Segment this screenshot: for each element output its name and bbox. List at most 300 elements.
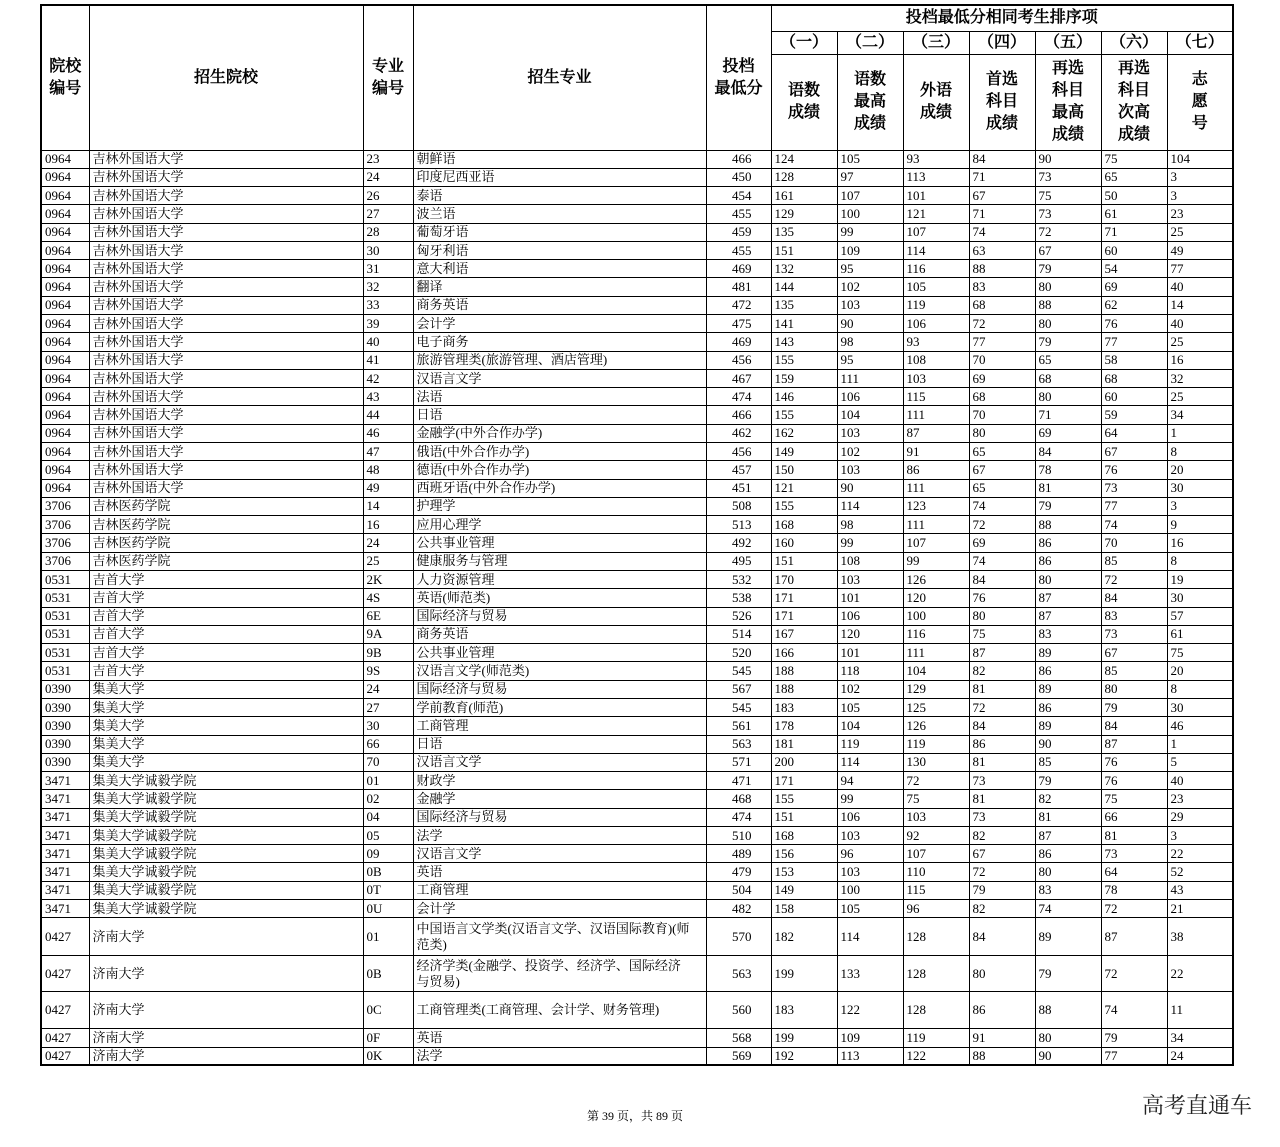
second-subject-max-cell: 73 [1035,205,1101,223]
foreign-language-score-cell: 103 [903,369,969,387]
second-subject-next-cell: 64 [1101,863,1167,881]
second-subject-max-cell: 81 [1035,479,1101,497]
major-name-cell: 法语 [413,388,706,406]
first-subject-score-cell: 80 [969,956,1035,992]
yushu-max-score-cell: 94 [837,772,903,790]
major-name-cell: 英语(师范类) [413,589,706,607]
yushu-max-score-cell: 102 [837,278,903,296]
table-row [41,607,1233,625]
table-row [41,790,1233,808]
preference-number-cell: 3 [1167,826,1233,844]
table-row [41,168,1233,186]
table-row [41,406,1233,424]
school-code-cell: 0427 [41,1047,89,1065]
yushu-score-cell: 162 [771,424,837,442]
min-score-cell: 495 [706,552,771,570]
foreign-language-score-cell: 125 [903,698,969,716]
preference-number-cell: 8 [1167,680,1233,698]
yushu-score-cell: 129 [771,205,837,223]
min-score-cell: 456 [706,443,771,461]
preference-number-cell: 25 [1167,223,1233,241]
table-row [41,187,1233,205]
preference-number-cell: 40 [1167,315,1233,333]
yushu-max-score-cell: 105 [837,150,903,168]
foreign-language-score-cell: 108 [903,351,969,369]
foreign-language-score-cell: 86 [903,461,969,479]
first-subject-score-cell: 84 [969,570,1035,588]
school-code-cell: 0964 [41,205,89,223]
table-row [41,845,1233,863]
second-subject-max-cell: 86 [1035,845,1101,863]
first-subject-score-cell: 71 [969,205,1035,223]
school-code-cell: 3471 [41,808,89,826]
major-code-cell: 48 [363,461,413,479]
preference-number-cell: 16 [1167,351,1233,369]
yushu-score-cell: 181 [771,735,837,753]
second-subject-next-cell: 66 [1101,808,1167,826]
table-row [41,260,1233,278]
min-score-cell: 489 [706,845,771,863]
header-order-4-number: （四） [969,31,1035,54]
preference-number-cell: 1 [1167,735,1233,753]
min-score-cell: 560 [706,992,771,1029]
school-name-cell: 吉林外国语大学 [89,388,363,406]
major-name-cell: 西班牙语(中外合作办学) [413,479,706,497]
first-subject-score-cell: 87 [969,644,1035,662]
second-subject-max-cell: 81 [1035,808,1101,826]
min-score-cell: 513 [706,516,771,534]
second-subject-max-cell: 80 [1035,388,1101,406]
second-subject-max-cell: 89 [1035,918,1101,956]
yushu-score-cell: 199 [771,956,837,992]
major-name-cell: 财政学 [413,772,706,790]
foreign-language-score-cell: 130 [903,753,969,771]
major-code-cell: 23 [363,150,413,168]
first-subject-score-cell: 69 [969,369,1035,387]
yushu-max-score-cell: 102 [837,680,903,698]
school-name-cell: 集美大学诚毅学院 [89,790,363,808]
major-code-cell: 66 [363,735,413,753]
min-score-cell: 568 [706,1029,771,1047]
school-code-cell: 0964 [41,369,89,387]
table-row [41,808,1233,826]
major-code-cell: 44 [363,406,413,424]
yushu-score-cell: 159 [771,369,837,387]
second-subject-max-cell: 78 [1035,461,1101,479]
second-subject-next-cell: 84 [1101,717,1167,735]
yushu-score-cell: 182 [771,918,837,956]
first-subject-score-cell: 86 [969,992,1035,1029]
yushu-score-cell: 144 [771,278,837,296]
second-subject-max-cell: 80 [1035,278,1101,296]
school-name-cell: 吉林医药学院 [89,516,363,534]
foreign-language-score-cell: 119 [903,296,969,314]
yushu-max-score-cell: 105 [837,698,903,716]
major-code-cell: 28 [363,223,413,241]
major-name-cell: 电子商务 [413,333,706,351]
yushu-max-score-cell: 100 [837,881,903,899]
foreign-language-score-cell: 72 [903,772,969,790]
school-name-cell: 集美大学诚毅学院 [89,826,363,844]
yushu-max-score-cell: 104 [837,717,903,735]
yushu-max-score-cell: 109 [837,241,903,259]
yushu-score-cell: 135 [771,296,837,314]
second-subject-next-cell: 87 [1101,735,1167,753]
school-code-cell: 0390 [41,717,89,735]
table-row [41,479,1233,497]
min-score-cell: 454 [706,187,771,205]
yushu-max-score-cell: 103 [837,461,903,479]
school-name-cell: 集美大学诚毅学院 [89,900,363,918]
second-subject-max-cell: 89 [1035,717,1101,735]
table-row [41,625,1233,643]
preference-number-cell: 40 [1167,772,1233,790]
foreign-language-score-cell: 128 [903,918,969,956]
yushu-max-score-cell: 120 [837,625,903,643]
school-code-cell: 0964 [41,260,89,278]
first-subject-score-cell: 68 [969,296,1035,314]
major-code-cell: 49 [363,479,413,497]
foreign-language-score-cell: 93 [903,150,969,168]
first-subject-score-cell: 88 [969,260,1035,278]
second-subject-max-cell: 89 [1035,644,1101,662]
min-score-cell: 514 [706,625,771,643]
yushu-max-score-cell: 90 [837,479,903,497]
table-row [41,552,1233,570]
school-code-cell: 0964 [41,223,89,241]
school-code-cell: 0964 [41,443,89,461]
header-order-3-label: 外语 成绩 [903,54,969,150]
second-subject-next-cell: 78 [1101,881,1167,899]
table-row [41,992,1233,1029]
table-row [41,351,1233,369]
major-code-cell: 0C [363,992,413,1029]
major-name-cell: 日语 [413,406,706,424]
school-name-cell: 吉林外国语大学 [89,296,363,314]
major-code-cell: 30 [363,717,413,735]
preference-number-cell: 30 [1167,698,1233,716]
preference-number-cell: 23 [1167,205,1233,223]
preference-number-cell: 30 [1167,589,1233,607]
yushu-max-score-cell: 95 [837,260,903,278]
foreign-language-score-cell: 110 [903,863,969,881]
min-score-cell: 532 [706,570,771,588]
first-subject-score-cell: 63 [969,241,1035,259]
yushu-max-score-cell: 96 [837,845,903,863]
table-row [41,497,1233,515]
preference-number-cell: 22 [1167,845,1233,863]
second-subject-next-cell: 77 [1101,497,1167,515]
major-name-cell: 德语(中外合作办学) [413,461,706,479]
preference-number-cell: 43 [1167,881,1233,899]
yushu-score-cell: 171 [771,772,837,790]
header-order-2-label: 语数 最高 成绩 [837,54,903,150]
second-subject-max-cell: 86 [1035,534,1101,552]
foreign-language-score-cell: 115 [903,388,969,406]
second-subject-next-cell: 65 [1101,168,1167,186]
yushu-max-score-cell: 122 [837,992,903,1029]
school-code-cell: 3706 [41,516,89,534]
major-name-cell: 印度尼西亚语 [413,168,706,186]
school-code-cell: 0964 [41,479,89,497]
major-name-cell: 学前教育(师范) [413,698,706,716]
yushu-max-score-cell: 113 [837,1047,903,1065]
school-name-cell: 吉林外国语大学 [89,168,363,186]
min-score-cell: 456 [706,351,771,369]
table-row [41,900,1233,918]
major-name-cell: 波兰语 [413,205,706,223]
major-name-cell: 俄语(中外合作办学) [413,443,706,461]
second-subject-max-cell: 80 [1035,863,1101,881]
foreign-language-score-cell: 75 [903,790,969,808]
major-name-cell: 工商管理类(工商管理、会计学、财务管理) [413,992,706,1029]
min-score-cell: 469 [706,260,771,278]
school-code-cell: 0531 [41,644,89,662]
school-code-cell: 0531 [41,589,89,607]
school-code-cell: 0964 [41,296,89,314]
first-subject-score-cell: 86 [969,735,1035,753]
header-school-name: 招生院校 [89,5,363,150]
table-row [41,424,1233,442]
major-name-cell: 朝鲜语 [413,150,706,168]
school-code-cell: 0390 [41,735,89,753]
school-code-cell: 0964 [41,351,89,369]
header-order-4-label: 首选 科目 成绩 [969,54,1035,150]
yushu-max-score-cell: 109 [837,1029,903,1047]
first-subject-score-cell: 69 [969,534,1035,552]
second-subject-max-cell: 68 [1035,369,1101,387]
major-name-cell: 商务英语 [413,625,706,643]
second-subject-max-cell: 80 [1035,1029,1101,1047]
second-subject-max-cell: 79 [1035,333,1101,351]
table-row [41,296,1233,314]
major-code-cell: 39 [363,315,413,333]
header-row-1 [41,5,1233,31]
preference-number-cell: 3 [1167,497,1233,515]
table-row [41,388,1233,406]
school-code-cell: 3471 [41,881,89,899]
school-code-cell: 0390 [41,698,89,716]
table-row [41,662,1233,680]
second-subject-next-cell: 76 [1101,772,1167,790]
min-score-cell: 569 [706,1047,771,1065]
preference-number-cell: 32 [1167,369,1233,387]
header-order-2-number: （二） [837,31,903,54]
major-name-cell: 公共事业管理 [413,644,706,662]
second-subject-max-cell: 73 [1035,168,1101,186]
table-row [41,516,1233,534]
major-code-cell: 14 [363,497,413,515]
yushu-score-cell: 171 [771,589,837,607]
foreign-language-score-cell: 119 [903,735,969,753]
school-name-cell: 吉首大学 [89,662,363,680]
yushu-max-score-cell: 95 [837,351,903,369]
first-subject-score-cell: 72 [969,863,1035,881]
first-subject-score-cell: 68 [969,388,1035,406]
first-subject-score-cell: 80 [969,607,1035,625]
second-subject-max-cell: 79 [1035,956,1101,992]
first-subject-score-cell: 81 [969,790,1035,808]
yushu-score-cell: 121 [771,479,837,497]
second-subject-next-cell: 73 [1101,479,1167,497]
yushu-max-score-cell: 98 [837,516,903,534]
yushu-max-score-cell: 114 [837,753,903,771]
major-code-cell: 40 [363,333,413,351]
table-header [41,5,1233,150]
school-name-cell: 吉首大学 [89,644,363,662]
first-subject-score-cell: 88 [969,1047,1035,1065]
first-subject-score-cell: 65 [969,479,1035,497]
school-code-cell: 3471 [41,863,89,881]
yushu-score-cell: 167 [771,625,837,643]
major-code-cell: 25 [363,552,413,570]
first-subject-score-cell: 79 [969,881,1035,899]
preference-number-cell: 8 [1167,552,1233,570]
yushu-score-cell: 200 [771,753,837,771]
second-subject-next-cell: 67 [1101,644,1167,662]
min-score-cell: 545 [706,698,771,716]
table-row [41,698,1233,716]
min-score-cell: 526 [706,607,771,625]
major-name-cell: 会计学 [413,315,706,333]
second-subject-next-cell: 64 [1101,424,1167,442]
min-score-cell: 520 [706,644,771,662]
major-name-cell: 旅游管理类(旅游管理、酒店管理) [413,351,706,369]
major-name-cell: 国际经济与贸易 [413,607,706,625]
second-subject-next-cell: 71 [1101,223,1167,241]
yushu-max-score-cell: 114 [837,497,903,515]
watermark-text: 高考直通车 [1142,1094,1253,1119]
school-name-cell: 吉林外国语大学 [89,479,363,497]
school-code-cell: 3706 [41,534,89,552]
major-name-cell: 公共事业管理 [413,534,706,552]
min-score-cell: 468 [706,790,771,808]
yushu-max-score-cell: 101 [837,644,903,662]
school-name-cell: 集美大学 [89,717,363,735]
min-score-cell: 474 [706,388,771,406]
foreign-language-score-cell: 96 [903,900,969,918]
preference-number-cell: 75 [1167,644,1233,662]
major-name-cell: 经济学类(金融学、投资学、经济学、国际经济与贸易) [413,956,706,992]
major-name-cell: 法学 [413,826,706,844]
table-row [41,589,1233,607]
major-code-cell: 27 [363,205,413,223]
school-code-cell: 0531 [41,570,89,588]
yushu-score-cell: 170 [771,570,837,588]
min-score-cell: 571 [706,753,771,771]
major-name-cell: 翻译 [413,278,706,296]
min-score-cell: 492 [706,534,771,552]
second-subject-max-cell: 79 [1035,260,1101,278]
school-code-cell: 0964 [41,406,89,424]
header-order-5-number: （五） [1035,31,1101,54]
min-score-cell: 570 [706,918,771,956]
preference-number-cell: 52 [1167,863,1233,881]
table-row [41,150,1233,168]
school-name-cell: 吉林外国语大学 [89,351,363,369]
header-major-code: 专业 编号 [363,5,413,150]
preference-number-cell: 38 [1167,918,1233,956]
second-subject-max-cell: 88 [1035,516,1101,534]
preference-number-cell: 14 [1167,296,1233,314]
yushu-max-score-cell: 118 [837,662,903,680]
table-row [41,1047,1233,1065]
foreign-language-score-cell: 107 [903,223,969,241]
major-name-cell: 汉语言文学 [413,845,706,863]
yushu-score-cell: 128 [771,168,837,186]
second-subject-next-cell: 60 [1101,241,1167,259]
min-score-cell: 563 [706,735,771,753]
first-subject-score-cell: 72 [969,698,1035,716]
school-name-cell: 集美大学诚毅学院 [89,845,363,863]
second-subject-next-cell: 62 [1101,296,1167,314]
yushu-score-cell: 150 [771,461,837,479]
first-subject-score-cell: 70 [969,406,1035,424]
major-code-cell: 24 [363,168,413,186]
foreign-language-score-cell: 120 [903,589,969,607]
major-name-cell: 英语 [413,863,706,881]
yushu-max-score-cell: 107 [837,187,903,205]
second-subject-max-cell: 90 [1035,735,1101,753]
yushu-score-cell: 155 [771,497,837,515]
preference-number-cell: 25 [1167,333,1233,351]
first-subject-score-cell: 77 [969,333,1035,351]
preference-number-cell: 30 [1167,479,1233,497]
major-code-cell: 4S [363,589,413,607]
min-score-cell: 567 [706,680,771,698]
yushu-max-score-cell: 103 [837,570,903,588]
second-subject-next-cell: 58 [1101,351,1167,369]
second-subject-next-cell: 73 [1101,625,1167,643]
major-code-cell: 9S [363,662,413,680]
major-code-cell: 0F [363,1029,413,1047]
yushu-score-cell: 168 [771,516,837,534]
major-name-cell: 日语 [413,735,706,753]
major-code-cell: 26 [363,187,413,205]
major-code-cell: 0B [363,956,413,992]
major-code-cell: 31 [363,260,413,278]
preference-number-cell: 19 [1167,570,1233,588]
school-code-cell: 0390 [41,680,89,698]
school-code-cell: 0964 [41,241,89,259]
first-subject-score-cell: 82 [969,826,1035,844]
second-subject-next-cell: 50 [1101,187,1167,205]
second-subject-next-cell: 69 [1101,278,1167,296]
second-subject-next-cell: 77 [1101,1047,1167,1065]
min-score-cell: 510 [706,826,771,844]
second-subject-next-cell: 54 [1101,260,1167,278]
second-subject-max-cell: 86 [1035,552,1101,570]
table-row [41,863,1233,881]
foreign-language-score-cell: 106 [903,315,969,333]
table-row [41,772,1233,790]
min-score-cell: 455 [706,205,771,223]
major-name-cell: 健康服务与管理 [413,552,706,570]
school-name-cell: 吉林外国语大学 [89,315,363,333]
major-code-cell: 27 [363,698,413,716]
first-subject-score-cell: 74 [969,223,1035,241]
school-code-cell: 3471 [41,826,89,844]
yushu-score-cell: 124 [771,150,837,168]
foreign-language-score-cell: 115 [903,881,969,899]
major-code-cell: 46 [363,424,413,442]
foreign-language-score-cell: 116 [903,625,969,643]
foreign-language-score-cell: 100 [903,607,969,625]
major-name-cell: 金融学(中外合作办学) [413,424,706,442]
yushu-max-score-cell: 114 [837,918,903,956]
major-code-cell: 30 [363,241,413,259]
foreign-language-score-cell: 92 [903,826,969,844]
